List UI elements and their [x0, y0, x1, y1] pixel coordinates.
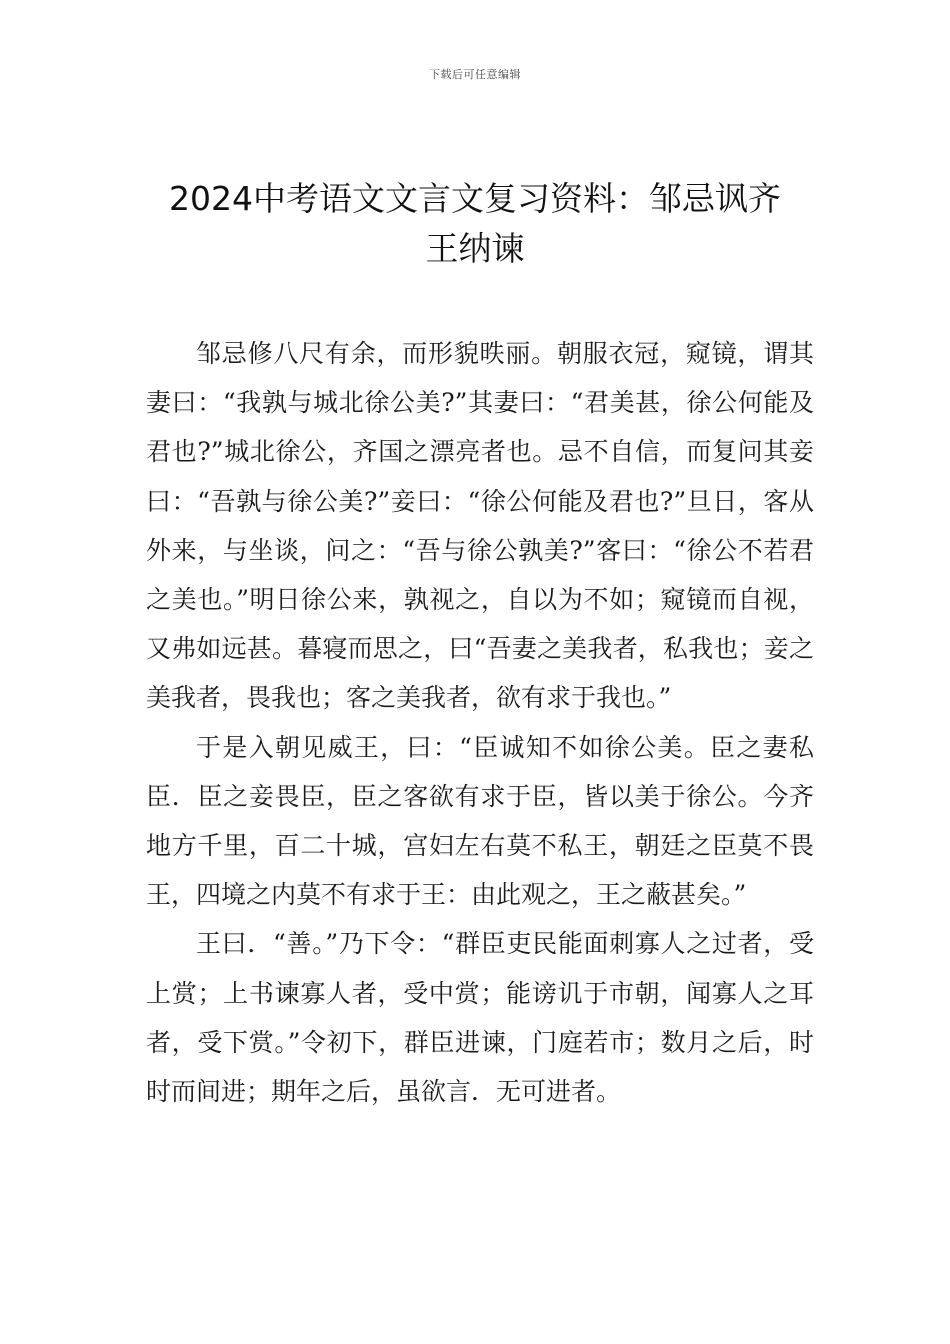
paragraph-2: 于是入朝见威王，曰：“臣诚知不如徐公美。臣之妻私臣．臣之妾畏臣，臣之客欲有求于臣，皆以美于徐公。今齐地方千里，百二十城，宫妇左右莫不私王，朝廷之臣莫不畏王，四境之内莫不有求于王：由此观之，王之蔽甚矣。” [146, 732, 814, 910]
document-title [100, 174, 850, 274]
document-title-line-1: 2024中考语文文言文复习资料：邹忌讽齐 [169, 179, 781, 218]
paragraph-1: 邹忌修八尺有余，而形貌昳丽。朝服衣冠，窥镜，谓其妻曰：“我孰与城北徐公美?”其妻曰：“君美甚，徐公何能及君也?”城北徐公，齐国之漂亮者也。忌不自信，而复问其妾曰：“吾孰与徐公美?”妾曰：“徐公何能及君也?”旦日，客从外来，与坐谈，问之：“吾与徐公孰美?”客曰：“徐公不若君之美也。”明日徐公来，孰视之，自以为不如；窥镜而自视，又弗如远甚。暮寝而思之，曰“吾妻之美我者，私我也；妾之美我者，畏我也；客之美我者，欲有求于我也。” [146, 339, 814, 713]
document-body [146, 329, 814, 1116]
paragraph-3: 王曰．“善。”乃下令：“群臣吏民能面刺寡人之过者，受上赏；上书谏寡人者，受中赏；能谤讥于市朝，闻寡人之耳者，受下赏。”令初下，群臣进谏，门庭若市；数月之后，时时而间进；期年之后，虽欲言．无可进者。 [146, 929, 814, 1107]
document-title-line-2: 王纳谏 [425, 229, 525, 268]
page-header-note: 下载后可任意编辑 [429, 68, 521, 81]
